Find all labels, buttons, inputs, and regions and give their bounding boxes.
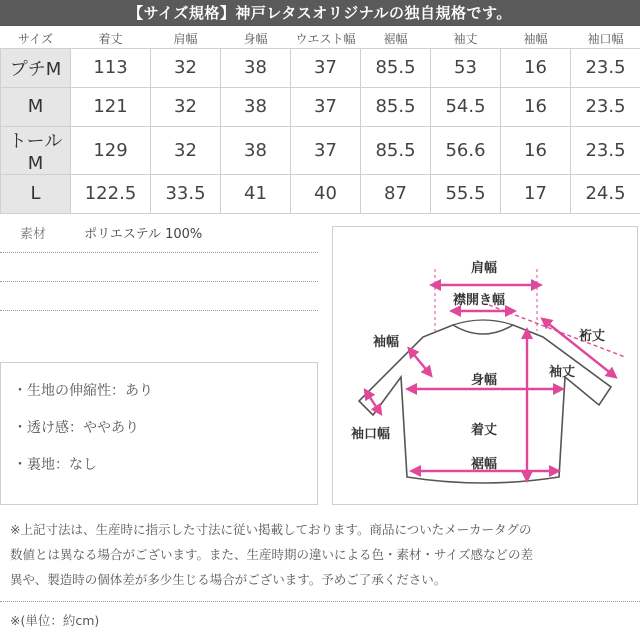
material-line bbox=[0, 224, 318, 253]
garment-diagram bbox=[332, 226, 638, 505]
note-line: ※上記寸法は、生産時に指示した寸法に従い掲載しております。商品についたメーカータグの bbox=[10, 522, 532, 537]
label-sleeve-length: 袖丈 bbox=[549, 365, 576, 380]
neckline bbox=[453, 320, 513, 325]
note-line: 異や、製造時の個体差が多少生じる場合がございます。予めご了承ください。 bbox=[10, 572, 447, 587]
divider bbox=[0, 601, 640, 602]
row-size-label: トールM bbox=[1, 126, 71, 174]
spec-blank-line bbox=[0, 253, 318, 282]
label-body-width: 身幅 bbox=[471, 373, 498, 388]
unit-note: ※(単位：約cm) bbox=[10, 613, 100, 628]
label-shoulder: 肩幅 bbox=[471, 261, 498, 276]
table-cell: 23.5 bbox=[571, 87, 640, 126]
table-row bbox=[1, 174, 640, 213]
table-cell: 38 bbox=[221, 87, 291, 126]
table-cell: 122.5 bbox=[71, 174, 151, 213]
cuff-arrow bbox=[367, 393, 379, 411]
feature-lining: ・裏地：なし bbox=[13, 457, 97, 473]
header-cuff: 袖口幅 bbox=[571, 30, 640, 48]
header-shoulder: 肩幅 bbox=[151, 30, 221, 48]
table-cell: 129 bbox=[71, 126, 151, 174]
table-row bbox=[1, 48, 640, 87]
table-cell: 85.5 bbox=[361, 126, 431, 174]
table-cell: 17 bbox=[501, 174, 571, 213]
table-cell: 38 bbox=[221, 48, 291, 87]
row-size-label: M bbox=[1, 87, 71, 126]
table-cell: 16 bbox=[501, 87, 571, 126]
table-cell: 37 bbox=[291, 87, 361, 126]
table-cell: 41 bbox=[221, 174, 291, 213]
size-table bbox=[0, 30, 640, 214]
features-box bbox=[0, 362, 318, 505]
material-value: ポリエステル 100% bbox=[84, 227, 203, 242]
spec-blank-line bbox=[0, 282, 318, 311]
table-cell: 55.5 bbox=[431, 174, 501, 213]
table-cell: 32 bbox=[151, 87, 221, 126]
table-row bbox=[1, 126, 640, 174]
header-sleeve-length: 袖丈 bbox=[431, 30, 501, 48]
header-size: サイズ bbox=[1, 30, 71, 48]
table-cell: 85.5 bbox=[361, 48, 431, 87]
table-cell: 121 bbox=[71, 87, 151, 126]
sleeve-width-arrow bbox=[411, 351, 429, 373]
header-length: 着丈 bbox=[71, 30, 151, 48]
table-cell: 113 bbox=[71, 48, 151, 87]
table-cell: 56.6 bbox=[431, 126, 501, 174]
table-cell: 16 bbox=[501, 126, 571, 174]
table-cell: 40 bbox=[291, 174, 361, 213]
size-spec-banner: 【サイズ規格】神戸レタスオリジナルの独自規格です。 bbox=[0, 0, 640, 26]
feature-sheerness: ・透け感：ややあり bbox=[13, 420, 139, 436]
disclaimer-notes bbox=[0, 517, 640, 592]
label-hem: 裾幅 bbox=[471, 457, 498, 472]
row-size-label: L bbox=[1, 174, 71, 213]
header-body-width: 身幅 bbox=[221, 30, 291, 48]
row-size-label: プチM bbox=[1, 48, 71, 87]
feature-stretch: ・生地の伸縮性：あり bbox=[13, 383, 153, 399]
table-cell: 24.5 bbox=[571, 174, 640, 213]
table-row bbox=[1, 87, 640, 126]
note-line: 数値とは異なる場合がございます。また、生産時期の違いによる色・素材・サイズ感などの差 bbox=[10, 547, 534, 562]
header-waist: ウエスト幅 bbox=[291, 30, 361, 48]
label-cuff: 袖口幅 bbox=[351, 427, 391, 442]
label-sleeve-width: 袖幅 bbox=[373, 335, 400, 350]
table-cell: 53 bbox=[431, 48, 501, 87]
table-cell: 16 bbox=[501, 48, 571, 87]
table-cell: 37 bbox=[291, 48, 361, 87]
header-sleeve-width: 袖幅 bbox=[501, 30, 571, 48]
table-cell: 85.5 bbox=[361, 87, 431, 126]
table-cell: 32 bbox=[151, 48, 221, 87]
table-cell: 23.5 bbox=[571, 126, 640, 174]
table-cell: 37 bbox=[291, 126, 361, 174]
table-cell: 23.5 bbox=[571, 48, 640, 87]
table-cell: 38 bbox=[221, 126, 291, 174]
table-cell: 33.5 bbox=[151, 174, 221, 213]
header-hem: 裾幅 bbox=[361, 30, 431, 48]
label-neck-width: 襟開き幅 bbox=[453, 293, 506, 308]
table-cell: 32 bbox=[151, 126, 221, 174]
table-cell: 54.5 bbox=[431, 87, 501, 126]
label-length: 着丈 bbox=[471, 423, 498, 438]
table-cell: 87 bbox=[361, 174, 431, 213]
label-yuki: 裄丈 bbox=[579, 329, 606, 344]
table-header-row bbox=[1, 30, 640, 48]
spec-section bbox=[0, 224, 318, 311]
material-label: 素材 bbox=[20, 227, 47, 242]
